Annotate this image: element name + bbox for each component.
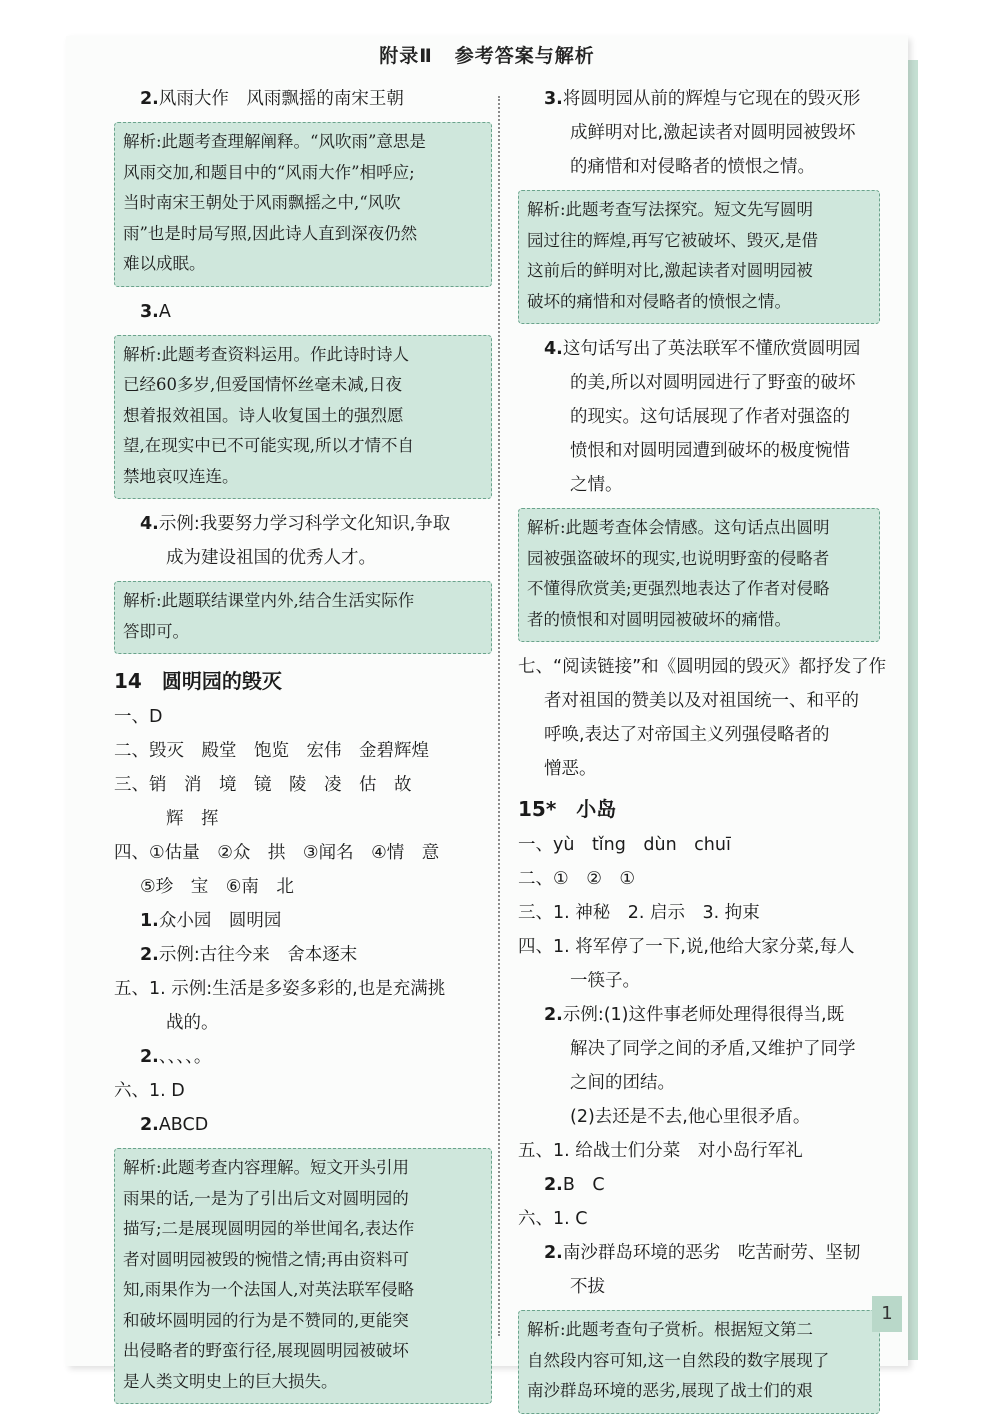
analysis-line: 解析:此题联结课堂内外,结合生活实际作 [123, 591, 415, 610]
answer-line: 1.众小园 圆明园 [140, 911, 282, 931]
answer-line: 四、①估量 ②众 拱 ③闻名 ④情 意 [114, 843, 440, 863]
analysis-line: 者的愤恨和对圆明园被破坏的痛惜。 [527, 609, 791, 629]
answer-line: 五、1. 示例:生活是多姿多彩的,也是充满挑 [114, 979, 446, 999]
answer-line: (2)去还是不去,他心里很矛盾。 [570, 1107, 811, 1127]
analysis-line: 难以成眠。 [123, 254, 206, 273]
analysis-line: 雨果的话,一是为了引出后文对圆明园的 [123, 1188, 409, 1208]
answer-line: 一筷子。 [570, 971, 640, 991]
answer-line: 五、1. 给战士们分菜 对小岛行军礼 [518, 1141, 803, 1161]
analysis-line: 解析:此题考查写法探究。短文先写圆明 [527, 200, 814, 219]
answer-line: 2.风雨大作 风雨飘摇的南宋王朝 [140, 89, 404, 109]
column-divider [498, 96, 501, 1336]
analysis-line: 者对圆明园被毁的惋惜之情;再由资料可 [123, 1249, 410, 1269]
analysis-line: 园被强盗破坏的现实,也说明野蛮的侵略者 [527, 548, 830, 568]
answer-line: 憎恶。 [544, 759, 597, 779]
answer-line: 一、yù tǐng dùn chuī [518, 835, 731, 855]
answer-line: 2.ABCD [140, 1115, 209, 1135]
analysis-line: 这前后的鲜明对比,激起读者对圆明园被 [527, 261, 813, 280]
answer-line: 2.B C [544, 1175, 605, 1195]
analysis-line: 当时南宋王朝处于风雨飘摇之中,“风吹 [123, 193, 401, 212]
section-heading: 14 圆明园的毁灭 [114, 669, 282, 693]
analysis-line: 是人类文明史上的巨大损失。 [123, 1371, 338, 1391]
answer-line: 2.南沙群岛环境的恶劣 吃苦耐劳、坚韧 [544, 1243, 861, 1263]
analysis-line: 禁地哀叹连连。 [123, 466, 239, 486]
answer-line: 不拔 [570, 1277, 605, 1297]
answer-line: 4.这句话写出了英法联军不懂欣赏圆明园 [544, 339, 861, 359]
analysis-line: 不懂得欣赏美;更强烈地表达了作者对侵略 [527, 579, 830, 598]
analysis-line: 南沙群岛环境的恶劣,展现了战士们的艰 [527, 1381, 813, 1400]
answer-line: 之间的团结。 [570, 1073, 675, 1093]
answer-line: 者对祖国的赞美以及对祖国统一、和平的 [544, 691, 859, 711]
answer-line: 2.示例:(1)这件事老师处理得很得当,既 [544, 1005, 845, 1025]
analysis-box [518, 1310, 880, 1414]
analysis-box [518, 508, 880, 642]
analysis-box [114, 122, 492, 287]
answer-line: 成为建设祖国的优秀人才。 [166, 548, 376, 568]
analysis-line: 解析:此题考查理解阐释。“风吹雨”意思是 [123, 132, 426, 151]
book-page [66, 36, 908, 1400]
analysis-line: 解析:此题考查内容理解。短文开头引用 [123, 1158, 410, 1177]
analysis-line: 知,雨果作为一个法国人,对英法联军侵略 [123, 1280, 414, 1299]
right-column [518, 82, 887, 1422]
analysis-line: 自然段内容可知,这一自然段的数字展现了 [527, 1350, 830, 1370]
answer-line: 2.示例:古往今来 舍本逐末 [140, 945, 358, 965]
analysis-line: 解析:此题考查体会情感。这句话点出圆明 [527, 518, 830, 537]
answer-line: 之情。 [570, 475, 623, 495]
answer-line: 3.A [140, 301, 171, 322]
analysis-line: 雨”也是时局写照,因此诗人直到深夜仍然 [123, 223, 418, 243]
analysis-line: 和破坏圆明园的行为是不赞同的,更能突 [123, 1310, 409, 1330]
analysis-line: 出侵略者的野蛮行径,展现圆明园被破坏 [123, 1341, 409, 1360]
analysis-line: 答即可。 [123, 621, 189, 641]
analysis-box [114, 581, 492, 654]
answer-line: 六、1. D [114, 1081, 185, 1101]
analysis-line: 已经60多岁,但爱国情怀丝毫未减,日夜 [123, 375, 402, 394]
answer-line: 六、1. C [518, 1209, 588, 1229]
analysis-line: 园过往的辉煌,再写它被破坏、毁灭,是借 [527, 230, 818, 250]
left-column [114, 82, 492, 1412]
answer-line: 二、① ② ① [518, 869, 636, 889]
section-heading: 15* 小岛 [518, 797, 617, 821]
appendix-label: 附录Ⅱ [379, 45, 433, 67]
page-title: 参考答案与解析 [454, 45, 595, 67]
answer-line: 三、销 消 境 镜 陵 凌 估 故 [114, 775, 412, 795]
answer-line: 的美,所以对圆明园进行了野蛮的破坏 [570, 373, 856, 393]
analysis-box [518, 190, 880, 324]
answer-line: 呼唤,表达了对帝国主义列强侵略者的 [544, 725, 830, 745]
answer-line: 的痛惜和对侵略者的愤恨之情。 [570, 157, 815, 177]
analysis-line: 望,在现实中已不可能实现,所以才情不自 [123, 436, 414, 455]
answer-line: 辉 挥 [166, 809, 219, 829]
analysis-line: 破坏的痛惜和对侵略者的愤恨之情。 [527, 291, 791, 311]
analysis-box [114, 335, 492, 500]
answer-line: ⑤珍 宝 ⑥南 北 [140, 877, 294, 897]
answer-line: 三、1. 神秘 2. 启示 3. 拘束 [518, 903, 760, 923]
answer-line: 七、“阅读链接”和《圆明园的毁灭》都抒发了作 [518, 657, 887, 677]
page-header [66, 36, 908, 76]
answer-line: 3.将圆明园从前的辉煌与它现在的毁灭形 [544, 89, 861, 109]
answer-line: 2.、、、、。 [140, 1047, 212, 1067]
answer-line: 二、毁灭 殿堂 饱览 宏伟 金碧辉煌 [114, 741, 429, 761]
answer-line: 一、D [114, 707, 163, 727]
analysis-line: 解析:此题考查句子赏析。根据短文第二 [527, 1320, 814, 1339]
answer-line: 的现实。这句话展现了作者对强盗的 [570, 407, 850, 427]
analysis-line: 解析:此题考查资料运用。作此诗时诗人 [123, 344, 410, 364]
analysis-line: 描写;二是展现圆明园的举世闻名,表达作 [123, 1219, 415, 1238]
page-number: 1 [872, 1296, 902, 1332]
answer-line: 4.示例:我要努力学习科学文化知识,争取 [140, 514, 451, 534]
answer-line: 成鲜明对比,激起读者对圆明园被毁坏 [570, 123, 856, 143]
analysis-box [114, 1148, 492, 1404]
answer-line: 战的。 [166, 1013, 219, 1033]
answer-line: 解决了同学之间的矛盾,又维护了同学 [570, 1039, 856, 1059]
analysis-line: 风雨交加,和题目中的“风雨大作”相呼应; [123, 162, 415, 182]
answer-line: 愤恨和对圆明园遭到破坏的极度惋惜 [570, 441, 850, 461]
answer-line: 四、1. 将军停了一下,说,他给大家分菜,每人 [518, 937, 855, 957]
analysis-line: 想着报效祖国。诗人收复国土的强烈愿 [123, 405, 404, 425]
